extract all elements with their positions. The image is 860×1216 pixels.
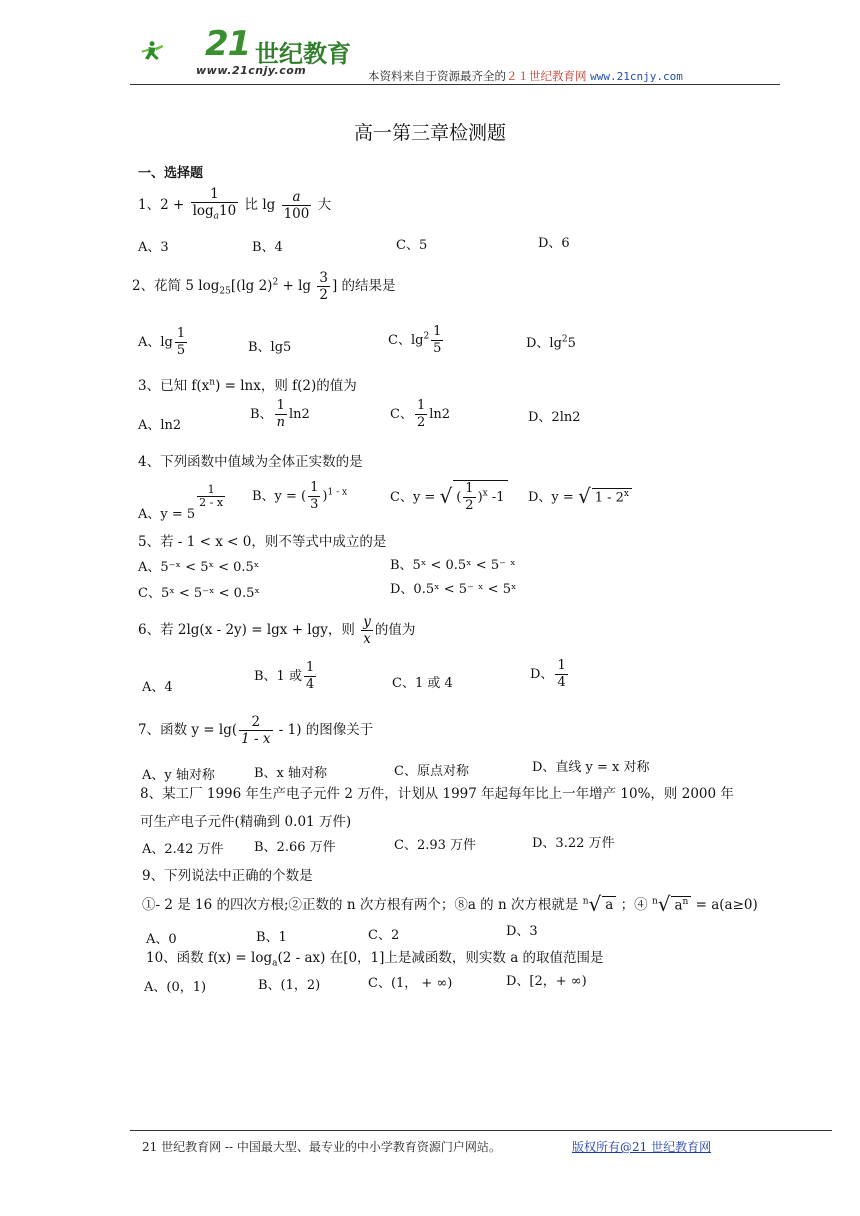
logo-url: www.21cnjy.com bbox=[196, 64, 307, 77]
q3-option-c: C、 $\frac{1}{2}$ ln2 bbox=[390, 398, 451, 430]
q5-option-b: B、5ˣ < 0.5ˣ < 5⁻ ˣ bbox=[390, 558, 516, 573]
q9-option-d: D、3 bbox=[506, 924, 538, 939]
question-7: 7、函数 y = lg( $\frac{2}{1 - x}$ - 1) 的图像关于 bbox=[138, 714, 374, 747]
q4-option-d: D、y = √ 1 - 2$^x$ bbox=[528, 484, 632, 508]
q8-option-d: D、3.22 万件 bbox=[532, 836, 615, 851]
q1-option-d: D、6 bbox=[538, 236, 570, 251]
q4-option-b: B、y = ( $\frac{1}{3}$ )$^{1 - x}$ bbox=[252, 480, 348, 512]
footer-text: 21 世纪教育网 -- 中国最大型、最专业的中小学教育资源门户网站。 bbox=[142, 1140, 501, 1154]
q7-option-b: B、x 轴对称 bbox=[254, 766, 328, 781]
q6-option-b: B、1 或 $\frac{1}{4}$ bbox=[254, 660, 315, 692]
q8-option-c: C、2.93 万件 bbox=[394, 838, 477, 853]
q4-option-c: C、y = √ ( $\frac{1}{2}$ )$^x$ -1 bbox=[390, 480, 508, 514]
q10-option-b: B、(1，2) bbox=[258, 978, 321, 993]
q4-option-a: A、y = 5 $\frac{1}{2 - x}$ bbox=[138, 483, 224, 522]
question-5: 5、若 - 1 < x < 0，则不等式中成立的是 bbox=[138, 534, 387, 550]
question-6: 6、若 2lg(x - 2y) = lgx + lgy，则 $\frac{y}{x}$ 的值为 bbox=[138, 614, 416, 647]
question-3: 3、已知 $f(x^n) = \ln x$，则 f(2)的值为 bbox=[138, 377, 357, 394]
q8-option-b: B、2.66 万件 bbox=[254, 840, 336, 855]
q6-option-c: C、1 或 4 bbox=[392, 676, 453, 691]
q10-option-c: C、(1， + ∞) bbox=[368, 976, 453, 991]
question-10: 10、函数 $f(x) = \log_a(2 - ax)$ 在[0，1]上是减函数，则实数 a 的取值范围是 bbox=[146, 950, 604, 969]
footer-copyright-link[interactable]: 版权所有@21 世纪教育网 bbox=[572, 1140, 712, 1154]
q7-option-c: C、原点对称 bbox=[394, 764, 469, 779]
q5-option-a: A、5⁻ˣ < 5ˣ < 0.5ˣ bbox=[138, 560, 260, 575]
q9-statements: ①- 2 是 16 的四次方根;②正数的 n 次方根有两个；⑧a 的 n 次方根就是 $^n$√ a ；④ $^n$√ $a^n = a(a\ge 0)$ bbox=[142, 892, 758, 916]
q1-option-c: C、5 bbox=[396, 238, 428, 253]
question-1: 1、2 + $\frac{1}{\log_a10}$ 比 lg $\frac{a}{100}$ 大 bbox=[138, 186, 332, 222]
footer-rule bbox=[130, 1130, 832, 1131]
q6-option-d: D、 $\frac{1}{4}$ bbox=[530, 658, 566, 690]
question-2: 2、花简 5 $\log_{25}[(\lg$ 2)$^2$ + lg $\frac{3}{2}$ ] 的结果是 bbox=[132, 270, 396, 303]
q3-option-d: D、2ln2 bbox=[528, 410, 581, 425]
q3-option-a: A、ln2 bbox=[138, 418, 182, 433]
section-heading: 一、选择题 bbox=[138, 166, 204, 181]
q1-option-b: B、4 bbox=[252, 240, 283, 255]
question-9: 9、下列说法中正确的个数是 bbox=[142, 868, 313, 884]
q2-option-c: C、$\lg^2$ $\frac{1}{5}$ bbox=[388, 324, 442, 356]
q1-option-a: A、3 bbox=[138, 240, 169, 255]
q9-option-b: B、1 bbox=[256, 930, 287, 945]
header-note: 本资料来自于资源最齐全的２１世纪教育网 www.21cnjy.com bbox=[368, 69, 683, 83]
header-rule bbox=[130, 84, 780, 85]
q7-option-d: D、直线 y = x 对称 bbox=[532, 760, 650, 775]
q8-option-a: A、2.42 万件 bbox=[142, 842, 224, 857]
q10-option-a: A、(0，1) bbox=[144, 980, 207, 995]
q2-option-b: B、lg5 bbox=[248, 340, 292, 355]
q2-option-a: A、lg $\frac{1}{5}$ bbox=[138, 326, 186, 358]
question-4: 4、下列函数中值域为全体正实数的是 bbox=[138, 454, 363, 470]
page-title: 高一第三章检测题 bbox=[353, 122, 506, 144]
q6-option-a: A、4 bbox=[142, 680, 173, 695]
q9-option-c: C、2 bbox=[368, 928, 400, 943]
q5-option-c: C、5ˣ < 5⁻ˣ < 0.5ˣ bbox=[138, 586, 260, 601]
q7-option-a: A、y 轴对称 bbox=[142, 768, 215, 783]
question-8-line-1: 8、某工厂 1996 年生产电子元件 2 万件，计划从 1997 年起每年比上一年增产 10%，则 2000 年 bbox=[140, 786, 734, 802]
q5-option-d: D、0.5ˣ < 5⁻ ˣ < 5ˣ bbox=[390, 582, 517, 597]
question-8-line-2: 可生产电子元件(精确到 0.01 万件) bbox=[140, 814, 352, 830]
q2-option-d: D、$\lg^25$ bbox=[526, 334, 576, 351]
logo-number: 21 bbox=[205, 24, 251, 64]
q3-option-b: B、 $\frac{1}{n}$ ln2 bbox=[250, 398, 310, 430]
q10-option-d: D、[2，+ ∞) bbox=[506, 974, 587, 989]
header-url-link[interactable]: www.21cnjy.com bbox=[590, 70, 683, 83]
q9-option-a: A、0 bbox=[146, 932, 177, 947]
logo-text: 世纪教育 bbox=[255, 40, 351, 68]
